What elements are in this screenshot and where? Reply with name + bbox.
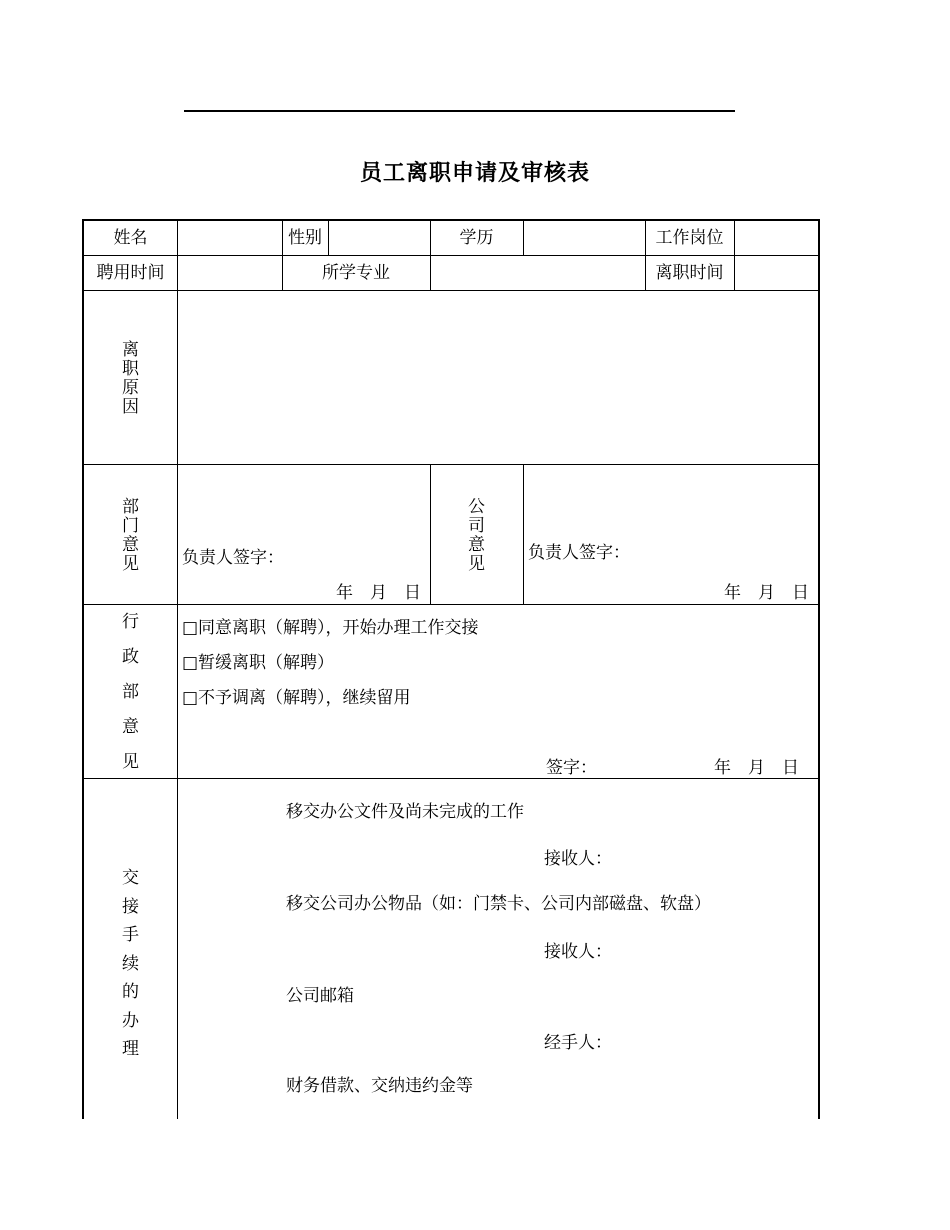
name-field[interactable] — [177, 219, 282, 255]
admin-sign-label: 签字： — [546, 758, 597, 778]
education-field[interactable] — [523, 219, 645, 255]
name-label: 姓名 — [113, 228, 148, 248]
company-date: 年 月 日 — [724, 583, 809, 603]
row-divider — [82, 464, 820, 465]
handover-receiver-label: 接收人： — [544, 942, 612, 962]
leave-application-form — [82, 219, 820, 1119]
row-divider — [82, 604, 820, 605]
education-label: 学历 — [459, 228, 494, 248]
department-signer-label: 负责人签字： — [182, 548, 284, 568]
position-field[interactable] — [734, 219, 818, 255]
handover-item: 公司邮箱 — [286, 986, 354, 1006]
leave-date-label: 离职时间 — [655, 263, 724, 283]
handover-handler-label: 经手人： — [544, 1033, 612, 1053]
admin-option-defer[interactable]: □暂缓离职（解聘） — [182, 653, 335, 673]
major-label: 所学专业 — [322, 263, 390, 283]
row-divider — [82, 778, 820, 779]
column-divider — [523, 464, 524, 604]
table-border-right — [818, 219, 820, 1119]
hire-date-field[interactable] — [177, 255, 282, 290]
form-title: 员工离职申请及审核表 — [359, 160, 590, 186]
department-opinion-label: 部 门 意 见 — [122, 497, 139, 574]
company-opinion-label: 公 司 意 见 — [468, 497, 485, 574]
position-label: 工作岗位 — [655, 228, 724, 248]
handover-receiver-label: 接收人： — [544, 849, 612, 869]
leave-reason-field[interactable] — [178, 291, 818, 464]
hire-date-label: 聘用时间 — [96, 263, 165, 283]
department-date: 年 月 日 — [336, 583, 421, 603]
handover-label: 交 接 手 续 的 办 理 — [122, 868, 139, 1059]
admin-option-retain[interactable]: □不予调离（解聘），继续留用 — [182, 688, 411, 708]
gender-label: 性别 — [288, 228, 322, 248]
admin-option-agree[interactable]: □同意离职（解聘），开始办理工作交接 — [182, 618, 479, 638]
major-field[interactable] — [430, 255, 645, 290]
handover-item: 财务借款、交纳违约金等 — [286, 1076, 473, 1096]
header-rule — [184, 110, 735, 112]
leave-date-field[interactable] — [734, 255, 818, 290]
handover-item: 移交公司办公物品（如：门禁卡、公司内部磁盘、软盘） — [286, 894, 711, 914]
handover-item: 移交办公文件及尚未完成的工作 — [286, 802, 524, 822]
leave-reason-label: 离 职 原 因 — [122, 340, 139, 417]
admin-date: 年 月 日 — [714, 758, 799, 778]
company-signer-label: 负责人签字： — [528, 543, 630, 563]
admin-opinion-label: 行 政 部 意 见 — [122, 612, 139, 772]
gender-field[interactable] — [328, 219, 430, 255]
